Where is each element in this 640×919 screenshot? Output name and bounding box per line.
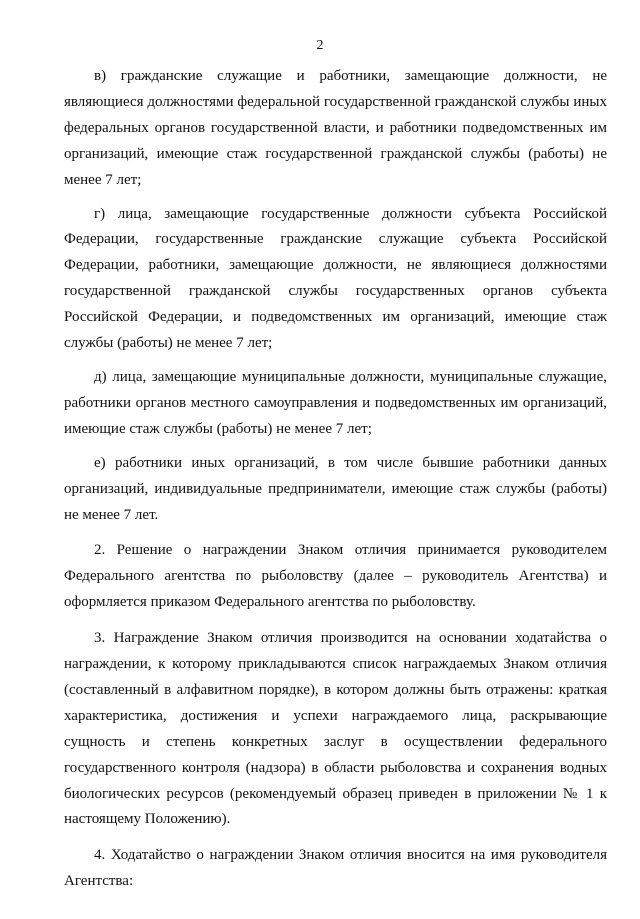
paragraph-item-g: г) лица, замещающие государственные должности субъекта Российской Федерации, государственные гражданские служащие субъекта Российской Федерации, работники, замещающие должности, не являющиеся должностями государственной гражданской службы государственных органов субъекта Российской Федерации, и подведомственных им организаций, имеющие стаж службы (работы) не менее 7 лет; (64, 205, 607, 352)
paragraph-clause-2: 2. Решение о награждении Знаком отличия принимается руководителем Федерального агентства по рыболовству (далее – руководитель Агентства) и оформляется приказом Федерального агентства по рыболовству. (64, 542, 607, 611)
paragraph-clause-4: 4. Ходатайство о награждении Знаком отличия вносится на имя руководителя Агентства: (64, 847, 607, 890)
page-number: 2 (316, 38, 324, 53)
paragraph-item-e: е) работники иных организаций, в том числе бывшие работники данных организаций, индивидуальные предприниматели, имеющие стаж службы (работы) не менее 7 лет. (64, 454, 607, 523)
paragraph-clause-3: 3. Награждение Знаком отличия производится на основании ходатайства о награждении, к которому прикладываются список награждаемых Знаком отличия (составленный в алфавитном порядке), в котором должны быть отражены: краткая характеристика, достижения и успехи награждаемого лица, раскрывающие сущность и степень конкретных заслуг в осуществлении федерального государственного контроля (надзора) в области рыболовства и сохранения водных биологических ресурсов (рекомендуемый образец приведен в приложении № 1 к настоящему Положению). (64, 630, 607, 828)
paragraph-item-d: д) лица, замещающие муниципальные должности, муниципальные служащие, работники органов местного самоуправления и подведомственных им организаций, имеющие стаж службы (работы) не менее 7 лет; (64, 368, 607, 437)
document-body (64, 64, 607, 895)
paragraph-item-v: в) гражданские служащие и работники, замещающие должности, не являющиеся должностями федеральной государственной гражданской службы иных федеральных органов государственной власти, и работники подведомственных им организаций, имеющие стаж государственной гражданской службы (работы) не менее 7 лет; (64, 68, 607, 188)
